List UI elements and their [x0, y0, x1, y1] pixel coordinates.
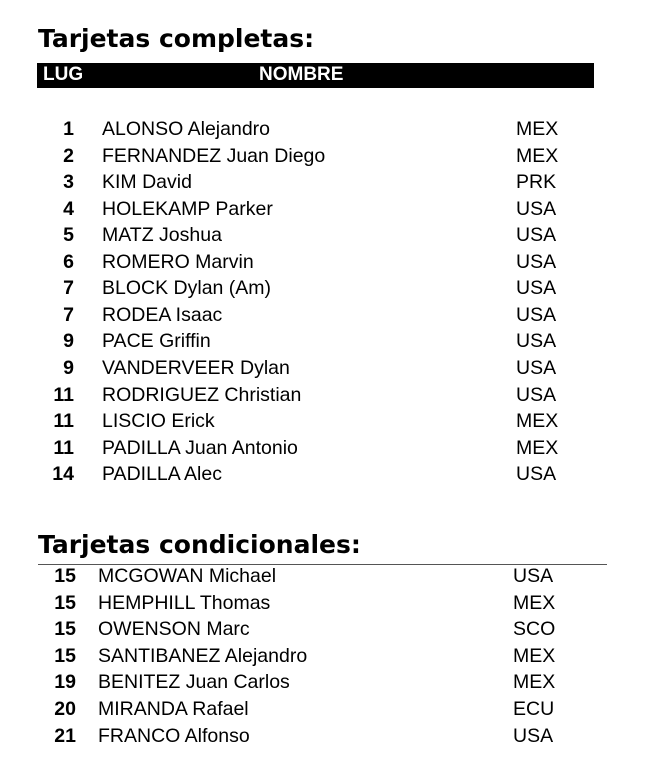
header-name: NOMBRE [259, 64, 344, 85]
row-position: 20 [54, 698, 76, 720]
row-position: 15 [54, 618, 76, 641]
row-player-name: PACE Griffin [102, 330, 211, 353]
row-country: USA [513, 565, 554, 587]
row-country: MEX [516, 118, 559, 140]
row-position: 7 [63, 277, 74, 300]
row-country: USA [516, 197, 557, 220]
row-position: 19 [54, 671, 76, 694]
row-country: MEX [516, 436, 559, 459]
row-position: 14 [52, 463, 74, 486]
row-player-name: LISCIO Erick [102, 410, 215, 433]
table-header [37, 63, 594, 88]
row-country: USA [516, 330, 557, 353]
row-player-name: FRANCO Alfonso [98, 724, 250, 747]
row-country: MEX [513, 644, 556, 667]
row-country: PRK [516, 171, 557, 194]
row-position: 3 [63, 171, 74, 194]
row-player-name: RODEA Isaac [102, 303, 223, 326]
row-player-name: VANDERVEER Dylan [102, 356, 290, 379]
header-position: LUG [43, 64, 84, 85]
row-country: USA [516, 224, 557, 247]
section-title-complete: Tarjetas completas: [38, 24, 315, 53]
row-position: 2 [63, 144, 74, 167]
row-country: USA [516, 277, 557, 300]
row-country: USA [516, 356, 557, 379]
row-country: USA [516, 463, 557, 486]
row-player-name: HOLEKAMP Parker [102, 197, 273, 220]
row-country: SCO [513, 618, 556, 641]
row-country: MEX [513, 591, 556, 614]
row-player-name: MATZ Joshua [102, 224, 222, 247]
row-position: 15 [54, 565, 76, 587]
row-country: USA [513, 724, 554, 747]
row-player-name: FERNANDEZ Juan Diego [102, 144, 326, 167]
row-position: 11 [53, 410, 74, 433]
row-player-name: MCGOWAN Michael [98, 565, 277, 587]
row-position: 15 [54, 591, 76, 614]
row-player-name: BENITEZ Juan Carlos [98, 671, 290, 694]
row-player-name: SANTIBANEZ Alejandro [98, 644, 308, 667]
row-position: 15 [54, 644, 76, 667]
row-player-name: HEMPHILL Thomas [98, 591, 271, 614]
row-position: 9 [63, 356, 74, 379]
row-player-name: MIRANDA Rafael [98, 698, 249, 720]
row-position: 1 [63, 118, 74, 140]
row-player-name: KIM David [102, 171, 192, 194]
row-position: 11 [53, 436, 74, 459]
row-player-name: ALONSO Alejandro [102, 118, 271, 140]
row-player-name: BLOCK Dylan (Am) [102, 277, 272, 300]
row-position: 11 [53, 383, 74, 406]
row-position: 6 [63, 250, 74, 273]
row-player-name: PADILLA Juan Antonio [102, 436, 298, 459]
row-player-name: PADILLA Alec [102, 463, 222, 486]
row-player-name: ROMERO Marvin [102, 250, 254, 273]
row-country: ECU [513, 698, 555, 720]
row-position: 5 [63, 224, 74, 247]
row-country: MEX [513, 671, 556, 694]
row-position: 21 [54, 724, 76, 747]
row-country: MEX [516, 144, 559, 167]
row-position: 9 [63, 330, 74, 353]
section-title-conditional: Tarjetas condicionales: [38, 530, 361, 559]
row-country: USA [516, 250, 557, 273]
row-player-name: RODRIGUEZ Christian [102, 383, 302, 406]
row-player-name: OWENSON Marc [98, 618, 250, 641]
row-position: 4 [63, 197, 74, 220]
row-position: 7 [63, 303, 74, 326]
row-country: MEX [516, 410, 559, 433]
row-country: USA [516, 383, 557, 406]
row-country: USA [516, 303, 557, 326]
